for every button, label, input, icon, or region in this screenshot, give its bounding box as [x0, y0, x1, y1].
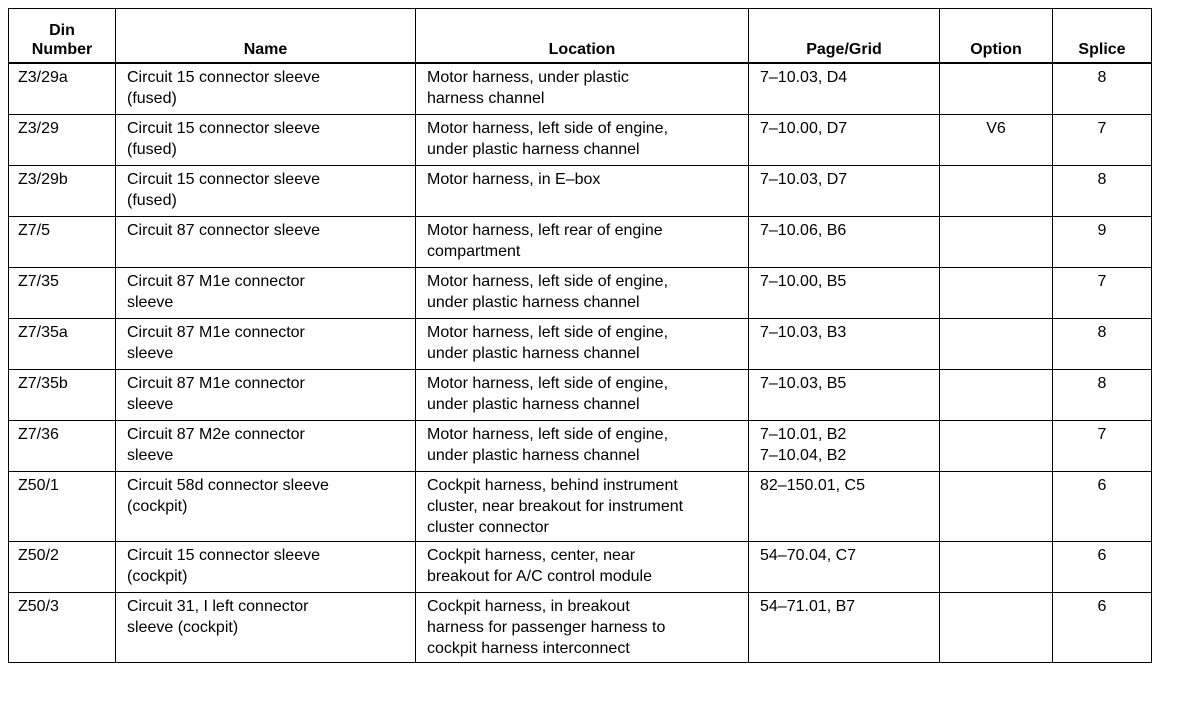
name-line: sleeve [127, 395, 174, 413]
din-number-cell: Z50/3 [9, 592, 116, 662]
location-line: Cockpit harness, behind instrument [427, 476, 678, 494]
page-grid-cell [749, 165, 940, 216]
din-number-cell: Z7/35b [9, 369, 116, 420]
header-splice: Splice [1053, 9, 1152, 64]
name-line: sleeve [127, 446, 174, 464]
name-line: Circuit 15 connector sleeve [127, 119, 320, 137]
splice-cell: 8 [1053, 318, 1152, 369]
location-line: under plastic harness channel [427, 140, 640, 158]
option-cell [940, 471, 1053, 541]
page-grid-cell [749, 318, 940, 369]
table-row [9, 114, 1152, 165]
splice-cell: 7 [1053, 114, 1152, 165]
location-line: Motor harness, in E–box [427, 170, 601, 188]
name-cell [116, 114, 416, 165]
splice-cell: 6 [1053, 541, 1152, 592]
location-line: under plastic harness channel [427, 344, 640, 362]
name-line: sleeve (cockpit) [127, 618, 239, 636]
header-page-grid: Page/Grid [749, 9, 940, 64]
option-cell [940, 267, 1053, 318]
option-cell: V6 [940, 114, 1053, 165]
splice-cell: 8 [1053, 369, 1152, 420]
din-number-cell: Z3/29 [9, 114, 116, 165]
location-cell [416, 592, 749, 662]
name-line: Circuit 15 connector sleeve [127, 170, 320, 188]
location-line: harness for passenger harness to [427, 618, 666, 636]
page-grid-line: 7–10.00, B5 [760, 272, 847, 290]
location-cell [416, 318, 749, 369]
location-line: Motor harness, left side of engine, [427, 425, 669, 443]
page-grid-cell [749, 267, 940, 318]
table-row [9, 369, 1152, 420]
location-cell [416, 63, 749, 114]
location-line: Cockpit harness, center, near [427, 546, 636, 564]
name-cell [116, 216, 416, 267]
location-line: Motor harness, left side of engine, [427, 272, 669, 290]
location-line: compartment [427, 242, 521, 260]
table-row [9, 592, 1152, 662]
name-line: Circuit 15 connector sleeve [127, 546, 320, 564]
location-line: Motor harness, left rear of engine [427, 221, 663, 239]
din-number-cell: Z3/29b [9, 165, 116, 216]
header-name: Name [116, 9, 416, 64]
location-line: Motor harness, left side of engine, [427, 374, 669, 392]
header-option: Option [940, 9, 1053, 64]
name-line: Circuit 87 M1e connector [127, 272, 305, 290]
option-cell [940, 318, 1053, 369]
name-cell [116, 165, 416, 216]
table-row [9, 420, 1152, 471]
location-cell [416, 114, 749, 165]
page-grid-cell [749, 369, 940, 420]
page-grid-cell [749, 592, 940, 662]
location-line: cluster, near breakout for instrument [427, 497, 684, 515]
page-grid-cell [749, 471, 940, 541]
name-line: Circuit 87 M2e connector [127, 425, 305, 443]
option-cell [940, 165, 1053, 216]
page-grid-line: 7–10.03, B5 [760, 374, 847, 392]
page-grid-line: 7–10.04, B2 [760, 446, 847, 464]
page-grid-line: 7–10.03, D7 [760, 170, 848, 188]
option-cell [940, 541, 1053, 592]
location-cell [416, 541, 749, 592]
page-grid-line: 54–71.01, B7 [760, 597, 856, 615]
name-line: Circuit 87 M1e connector [127, 323, 305, 341]
splice-cell: 7 [1053, 420, 1152, 471]
name-line: Circuit 87 M1e connector [127, 374, 305, 392]
header-location: Location [416, 9, 749, 64]
location-cell [416, 420, 749, 471]
din-number-cell: Z7/35a [9, 318, 116, 369]
name-line: Circuit 15 connector sleeve [127, 69, 320, 86]
splice-cell: 8 [1053, 63, 1152, 114]
location-line: Motor harness, under plastic [427, 69, 629, 86]
name-cell [116, 267, 416, 318]
splice-cell: 7 [1053, 267, 1152, 318]
name-cell [116, 471, 416, 541]
din-number-cell: Z3/29a [9, 63, 116, 114]
location-line: under plastic harness channel [427, 293, 640, 311]
name-line: (fused) [127, 140, 177, 158]
splice-table [8, 8, 1152, 663]
page-grid-line: 54–70.04, C7 [760, 546, 857, 564]
page-grid-cell [749, 63, 940, 114]
location-line: cockpit harness interconnect [427, 639, 630, 657]
name-line: sleeve [127, 344, 174, 362]
page-grid-line: 82–150.01, C5 [760, 476, 865, 494]
name-line: sleeve [127, 293, 174, 311]
option-cell [940, 420, 1053, 471]
din-number-cell: Z50/1 [9, 471, 116, 541]
location-line: Motor harness, left side of engine, [427, 323, 669, 341]
location-line: cluster connector [427, 518, 549, 536]
table-header [9, 9, 1152, 64]
name-cell [116, 63, 416, 114]
header-din-number [9, 9, 116, 64]
table-row [9, 471, 1152, 541]
din-number-cell: Z7/35 [9, 267, 116, 318]
table-row [9, 267, 1152, 318]
location-line: under plastic harness channel [427, 395, 640, 413]
splice-cell: 9 [1053, 216, 1152, 267]
name-line: Circuit 31, I left connector [127, 597, 309, 615]
page-grid-line: 7–10.03, D4 [760, 69, 848, 86]
location-line: Motor harness, left side of engine, [427, 119, 669, 137]
location-line: breakout for A/C control module [427, 567, 653, 585]
page-grid-cell [749, 420, 940, 471]
header-din-line-1: Din [49, 22, 75, 39]
page-grid-line: 7–10.01, B2 [760, 425, 847, 443]
option-cell [940, 369, 1053, 420]
option-cell [940, 63, 1053, 114]
page-grid-line: 7–10.06, B6 [760, 221, 847, 239]
page-grid-cell [749, 216, 940, 267]
location-cell [416, 369, 749, 420]
option-cell [940, 592, 1053, 662]
location-cell [416, 216, 749, 267]
page-grid-cell [749, 541, 940, 592]
header-row [9, 9, 1152, 64]
name-cell [116, 541, 416, 592]
name-cell [116, 318, 416, 369]
table-body [9, 63, 1152, 662]
name-line: (fused) [127, 90, 177, 107]
splice-cell: 6 [1053, 471, 1152, 541]
page-grid-line: 7–10.03, B3 [760, 323, 847, 341]
name-line: Circuit 58d connector sleeve [127, 476, 329, 494]
table-row [9, 541, 1152, 592]
location-line: Cockpit harness, in breakout [427, 597, 630, 615]
name-line: (cockpit) [127, 567, 188, 585]
location-cell [416, 165, 749, 216]
name-line: (fused) [127, 191, 177, 209]
location-cell [416, 267, 749, 318]
splice-cell: 6 [1053, 592, 1152, 662]
option-cell [940, 216, 1053, 267]
splice-cell: 8 [1053, 165, 1152, 216]
name-cell [116, 592, 416, 662]
location-line: under plastic harness channel [427, 446, 640, 464]
name-line: Circuit 87 connector sleeve [127, 221, 320, 239]
table-row [9, 318, 1152, 369]
name-cell [116, 420, 416, 471]
page-grid-line: 7–10.00, D7 [760, 119, 848, 137]
name-line: (cockpit) [127, 497, 188, 515]
din-number-cell: Z50/2 [9, 541, 116, 592]
table-row [9, 216, 1152, 267]
location-cell [416, 471, 749, 541]
header-din-line-2: Number [31, 41, 93, 58]
location-line: harness channel [427, 90, 545, 107]
din-number-cell: Z7/36 [9, 420, 116, 471]
table-row [9, 165, 1152, 216]
page-grid-cell [749, 114, 940, 165]
din-number-cell: Z7/5 [9, 216, 116, 267]
table-row [9, 63, 1152, 114]
name-cell [116, 369, 416, 420]
